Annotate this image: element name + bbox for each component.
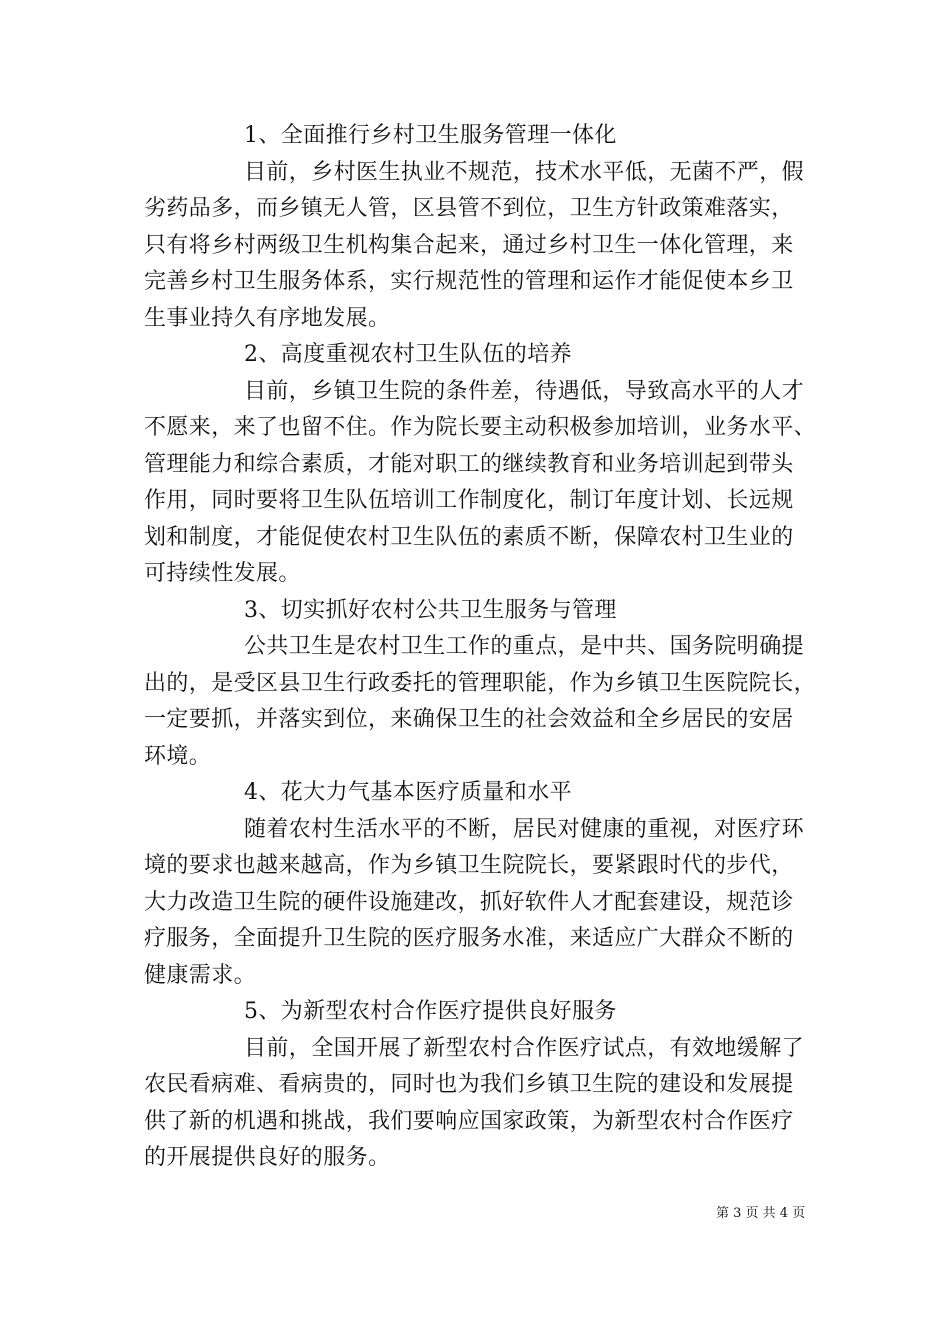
paragraph-line: 疗服务，全面提升卫生院的医疗服务水准，来适应广大群众不断的 [144, 926, 794, 951]
paragraph-line: 划和制度，才能促使农村卫生队伍的素质不断，保障农村卫生业的 [144, 524, 794, 550]
paragraph-line: 只有将乡村两级卫生机构集合起来，通过乡村卫生一体化管理，来 [144, 232, 794, 258]
paragraph-line: 农民看病难、看病贵的，同时也为我们乡镇卫生院的建设和发展提 [144, 1072, 794, 1097]
paragraph-line: 不愿来，来了也留不住。作为院长要主动积极参加培训，业务水平、 [144, 415, 817, 440]
section-heading: 1、全面推行乡村卫生服务管理一体化 [244, 123, 617, 148]
paragraph-line: 公共卫生是农村卫生工作的重点，是中共、国务院明确提 [244, 634, 805, 659]
paragraph-line: 出的，是受区县卫生行政委托的管理职能，作为乡镇卫生医院院长， [144, 670, 817, 696]
paragraph-line: 供了新的机遇和挑战，我们要响应国家政策，为新型农村合作医疗 [144, 1108, 794, 1134]
section-heading: 5、为新型农村合作医疗提供良好服务 [244, 999, 617, 1024]
paragraph-line: 完善乡村卫生服务体系，实行规范性的管理和运作才能促使本乡卫 [144, 269, 794, 294]
paragraph-line: 随着农村生活水平的不断，居民对健康的重视，对医疗环 [244, 816, 805, 842]
paragraph-line: 目前，乡村医生执业不规范，技术水平低，无菌不严，假 [244, 159, 805, 185]
paragraph-line: 生事业持久有序地发展。 [144, 305, 391, 331]
section-heading: 3、切实抓好农村公共卫生服务与管理 [244, 597, 617, 623]
paragraph-line: 的开展提供良好的服务。 [144, 1145, 391, 1170]
section-3 [144, 593, 817, 776]
paragraph-line: 境的要求也越来越高，作为乡镇卫生院院长，要紧跟时代的步代， [144, 853, 794, 878]
paragraph-line: 目前，全国开展了新型农村合作医疗试点，有效地缓解了 [244, 1035, 805, 1061]
paragraph-line: 目前，乡镇卫生院的条件差，待遇低，导致高水平的人才 [244, 378, 805, 404]
section-2 [144, 337, 817, 593]
section-heading: 2、高度重视农村卫生队伍的培养 [244, 342, 572, 367]
section-5 [144, 994, 808, 1177]
paragraph-line: 可持续性发展。 [144, 561, 301, 586]
paragraph-line: 大力改造卫生院的硬件设施建改，抓好软件人才配套建设，规范诊 [144, 889, 794, 915]
section-1 [144, 118, 808, 337]
document-body [144, 118, 817, 1177]
page-number-footer: 第 3 页 共 4 页 [716, 1206, 806, 1221]
paragraph-line: 作用，同时要将卫生队伍培训工作制度化，制订年度计划、长远规 [144, 488, 794, 513]
paragraph-line: 环境。 [144, 743, 212, 769]
paragraph-line: 一定要抓，并落实到位，来确保卫生的社会效益和全乡居民的安居 [144, 707, 794, 732]
paragraph-line: 健康需求。 [144, 962, 257, 988]
section-4 [144, 775, 808, 994]
paragraph-line: 劣药品多，而乡镇无人管，区县管不到位，卫生方针政策难落实， [144, 196, 794, 221]
paragraph-line: 管理能力和综合素质，才能对职工的继续教育和业务培训起到带头 [144, 451, 794, 477]
section-heading: 4、花大力气基本医疗质量和水平 [244, 780, 572, 805]
